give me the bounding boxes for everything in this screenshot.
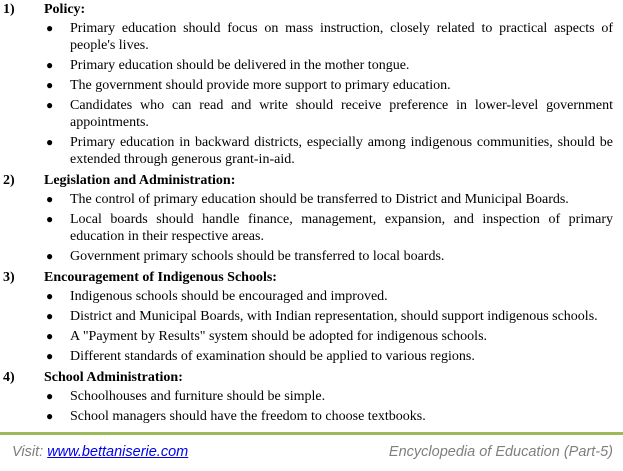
section-title: Encouragement of Indigenous Schools: <box>44 270 277 285</box>
section-policy <box>0 0 623 168</box>
section-heading <box>0 368 623 388</box>
bullet-icon: ● <box>46 135 54 149</box>
footer-divider <box>0 432 623 435</box>
list-item-text: School managers should have the freedom to choose textbooks. <box>70 409 426 424</box>
section-indigenous-schools <box>0 268 623 365</box>
bullet-icon: ● <box>46 98 54 112</box>
list-item <box>0 288 623 305</box>
bullet-icon: ● <box>46 78 54 92</box>
section-title: Legislation and Administration: <box>44 173 236 188</box>
list-item-text: Schoolhouses and furniture should be simple. <box>70 389 326 404</box>
bullet-icon: ● <box>46 389 54 403</box>
list-item <box>0 211 623 245</box>
list-item-text: District and Municipal Boards, with Indian representation, should support indigenous schools. <box>70 309 598 324</box>
list-item-text: Primary education should focus on mass instruction, closely related to practical aspects of people's lives. <box>70 21 613 53</box>
list-item <box>0 408 623 425</box>
list-item <box>0 248 623 265</box>
bullet-list <box>0 388 623 425</box>
section-school-administration <box>0 368 623 425</box>
bullet-icon: ● <box>46 249 54 263</box>
bullet-icon: ● <box>46 349 54 363</box>
footer-visit-label: Visit: <box>12 444 48 460</box>
section-title: Policy: <box>44 2 86 17</box>
bullet-icon: ● <box>46 58 54 72</box>
list-item <box>0 97 623 131</box>
section-number: 2) <box>3 173 15 188</box>
list-item-text: The government should provide more support to primary education. <box>70 78 451 93</box>
section-legislation-administration <box>0 171 623 265</box>
list-item <box>0 348 623 365</box>
section-heading <box>0 268 623 288</box>
list-item-text: Candidates who can read and write should receive preference in lower-level government appointments. <box>70 98 613 130</box>
bullet-icon: ● <box>46 21 54 35</box>
list-item-text: Primary education should be delivered in the mother tongue. <box>70 58 410 73</box>
bullet-icon: ● <box>46 289 54 303</box>
section-heading <box>0 0 623 20</box>
bullet-list <box>0 288 623 365</box>
bullet-list <box>0 191 623 265</box>
list-item-text: Local boards should handle finance, management, expansion, and inspection of primary education in their respective areas. <box>70 212 613 244</box>
page-footer <box>0 432 623 471</box>
list-item-text: Indigenous schools should be encouraged and improved. <box>70 289 388 304</box>
bullet-icon: ● <box>46 409 54 423</box>
list-item <box>0 134 623 168</box>
section-number: 1) <box>3 2 15 17</box>
bullet-icon: ● <box>46 212 54 226</box>
section-heading <box>0 171 623 191</box>
list-item-text: Government primary schools should be transferred to local boards. <box>70 249 445 264</box>
list-item <box>0 191 623 208</box>
section-number: 4) <box>3 370 15 385</box>
bullet-list <box>0 20 623 168</box>
footer-publication-title: Encyclopedia of Education (Part-5) <box>388 444 613 460</box>
list-item-text: The control of primary education should be transferred to District and Municipal Boards. <box>70 192 569 207</box>
section-title: School Administration: <box>44 370 183 385</box>
bullet-icon: ● <box>46 309 54 323</box>
list-item-text: Different standards of examination should be applied to various regions. <box>70 349 475 364</box>
bullet-icon: ● <box>46 329 54 343</box>
section-number: 3) <box>3 270 15 285</box>
list-item <box>0 20 623 54</box>
list-item <box>0 77 623 94</box>
website-link[interactable]: www.bettaniserie.com <box>47 444 189 460</box>
list-item <box>0 388 623 405</box>
list-item <box>0 57 623 74</box>
bullet-icon: ● <box>46 192 54 206</box>
list-item-text: A "Payment by Results" system should be adopted for indigenous schools. <box>70 329 488 344</box>
list-item <box>0 328 623 345</box>
list-item <box>0 308 623 325</box>
list-item-text: Primary education in backward districts, especially among indigenous communities, should be extended through generous grant-in-aid. <box>70 135 613 167</box>
footer-visit <box>12 444 188 460</box>
